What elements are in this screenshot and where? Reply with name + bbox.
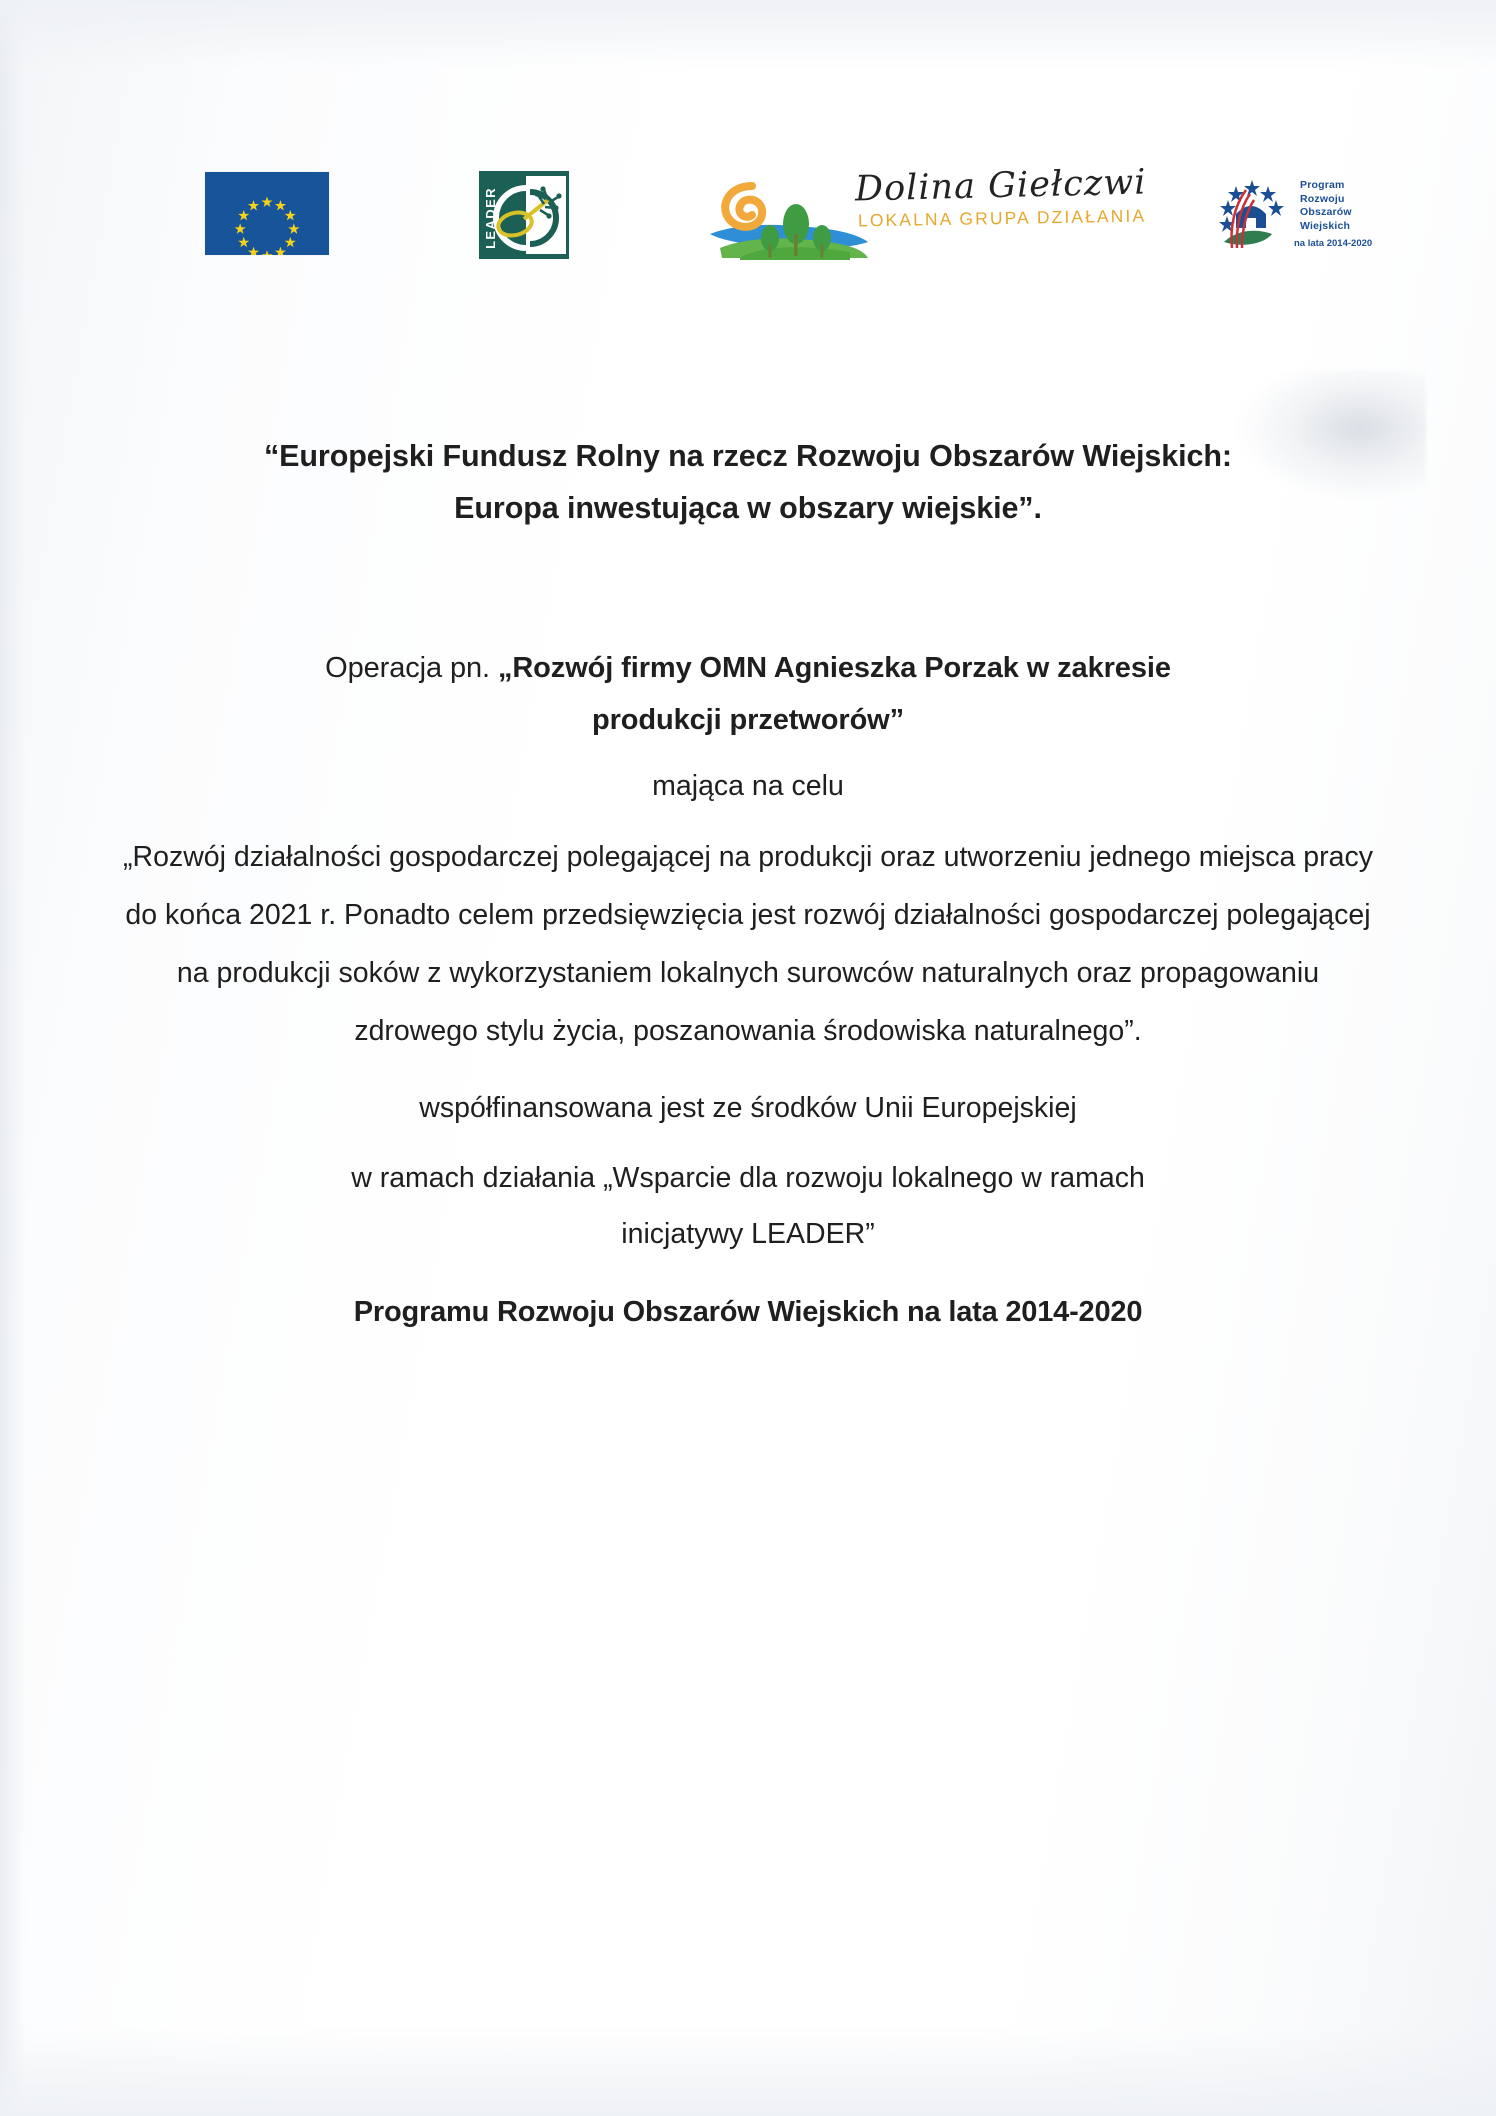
dolina-gielczwi-title: Dolina Giełczwi [854,162,1147,210]
prow-mark-icon [1208,170,1294,252]
prow-line-4: Wiejskich [1300,219,1351,232]
goal-quote: „Rozwój działalności gospodarczej polegającej na produkcji oraz utworzeniu jednego miejsca pracy do końca 2021 r. Ponadto celem przedsięwzięcia jest rozwój działalności gospodarczej polegającej na produkcji soków z wykorzystaniem lokalnych surowców naturalnych oraz propagowaniu zdrowego stylu życia, poszanowania środowiska naturalnego”. [123,841,1373,1047]
leader-logo [478,170,570,260]
measure-line-2: inicjatywy LEADER” [621,1218,875,1250]
section-spacer [98,534,1398,642]
prow-line-3: Obszarów [1300,206,1352,218]
eu-fund-quote-line-1: “Europejski Fundusz Rolny na rzecz Rozwoju Obszarów Wiejskich: [264,439,1232,473]
programme-name: Programu Rozwoju Obszarów Wiejskich na lata 2014-2020 [353,1296,1143,1328]
operation-title-line-1 [98,642,1398,694]
operation-prefix: Operacja pn. [325,652,498,684]
operation-title [98,642,1398,746]
leader-wordmark: LEADER [483,187,498,249]
prow-years: na lata 2014-2020 [1294,238,1373,249]
operation-name-part-1: „Rozwój firmy OMN Agnieszka Porzak w zakresie [497,652,1171,684]
logo-bar [0,150,1496,270]
dolina-gielczwi-logo [700,156,1147,266]
eu-fund-quote [98,430,1398,534]
prow-line-2: Rozwoju [1300,192,1345,205]
dolina-gielczwi-subtitle: LOKALNA GRUPA DZIAŁANIA [857,205,1147,231]
operation-name-part-2: produkcji przetworów” [591,704,905,736]
cofinancing-statement: współfinansowana jest ze środków Unii Europejskiej [419,1092,1077,1124]
purpose-intro: mająca na celu [652,770,844,802]
prow-logo [1208,162,1373,262]
measure-statement [98,1150,1398,1262]
eu-flag-logo [205,172,329,255]
prow-line-1: Program [1300,179,1345,191]
prow-wordmark [1300,179,1352,233]
eu-fund-quote-line-2: Europa inwestująca w obszary wiejskie”. [454,491,1042,525]
measure-line-1: w ramach działania „Wsparcie dla rozwoju lokalnego w ramach [351,1162,1145,1194]
announcement-text [98,430,1398,1338]
